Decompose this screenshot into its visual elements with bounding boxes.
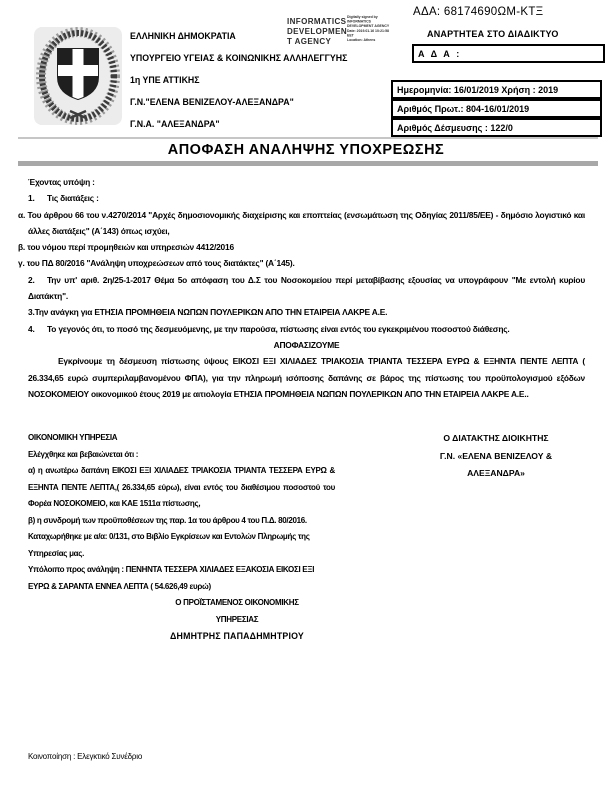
stamp-agency-line: INFORMATICS	[287, 17, 347, 26]
date-value: Ημερομηνία: 16/01/2019 Χρήση : 2019	[397, 84, 559, 95]
protocol-number-box	[391, 99, 602, 118]
list-item-1a: α. Του άρθρου 66 του ν.4270/2014 "Αρχές δημοσιονομικής διαχείρισης και εποπτείας (ενσωμάτωση της Οδηγίας 2011/85/ΕΕ) - δημόσιο λογιστικό και άλλες διατάξεις" (Α΄143) όπως ισχύει,	[18, 209, 585, 236]
list-item-4	[28, 321, 585, 337]
stamp-detail-line: Digitally signed by	[347, 15, 378, 20]
signer-name: ΔΗΜΗΤΡΗΣ ΠΑΠΑΔΗΜΗΤΡΙΟΥ	[170, 631, 304, 641]
authorizing-officer-section	[390, 430, 602, 483]
authorizing-officer-line2: ΑΛΕΞΑΝΔΡΑ»	[467, 468, 525, 478]
list-item-2	[28, 272, 585, 305]
finance-head-title-line2: ΥΠΗΡΕΣΙΑΣ	[215, 614, 259, 624]
remaining-balance: Υπόλοιπο προς ανάληψη : ΠΕΝΗΝΤΑ ΤΕΣΣΕΡΑ ΧΙΛΙΑΔΕΣ ΕΞΑΚΟΣΙΑ ΕΙΚΟΣΙ ΕΞΙ ΕΥΡΩ & ΣΑΡΑΝΤΑ ΕΝΝΕΑ ΛΕΠΤΑ ( 54.626,49 ευρώ)	[28, 565, 315, 591]
decision-heading: ΑΠΟΦΑΣΙΖΟΥΜΕ	[273, 339, 340, 350]
stamp-detail-line: EET	[347, 34, 354, 38]
org-line-ype: 1η ΥΠΕ ΑΤΤΙΚΗΣ	[130, 75, 200, 85]
list-item-1	[28, 190, 585, 206]
preamble-intro: Έχοντας υπόψη :	[28, 177, 95, 187]
list-item-2-number: 2.	[28, 274, 35, 285]
list-item-1c: γ. του ΠΔ 80/2016 "Ανάληψη υποχρεώσεων από τους διατάκτες" (Α΄145).	[18, 258, 295, 269]
list-item-1b: β. του νόμου περί προμηθειών και υπηρεσιών 4412/2016	[18, 242, 234, 253]
list-item-1-text: Τις διατάξεις :	[47, 193, 99, 204]
stamp-detail-line: DEVELOPMENT AGENCY	[347, 24, 390, 29]
title-top-rule	[18, 137, 598, 139]
stamp-agency-line: T AGENCY	[287, 37, 332, 46]
commitment-number-value: Αριθμός Δέσμευσης : 122/0	[397, 122, 513, 133]
ada-field-label: Α Δ Α :	[418, 48, 462, 59]
verification-point-b: β) η συνδρομή των προϋποθέσεων της παρ. 1α του άρθρου 4 του Π.Δ. 80/2016.	[28, 515, 307, 525]
authorizing-officer-heading: Ο ΔΙΑΤΑΚΤΗΣ ΔΙΟΙΚΗΤΗΣ	[443, 433, 549, 443]
date-box	[391, 80, 602, 99]
list-item-1-number: 1.	[28, 193, 35, 204]
org-line-hospital-1: Γ.Ν."ΕΛΕΝΑ ΒΕΝΙΖΕΛΟΥ-ΑΛΕΞΑΝΔΡΑ"	[130, 97, 294, 107]
ada-code: ΑΔΑ: 68174690ΩΜ-ΚΤΞ	[413, 6, 544, 18]
decision-paragraph: Εγκρίνουμε τη δέσμευση πίστωσης ύψους ΕΙΚΟΣΙ ΕΞΙ ΧΙΛΙΑΔΕΣ ΤΡΙΑΚΟΣΙΑ ΤΡΙΑΝΤΑ ΤΕΣΣΕΡΑ ΕΥΡΩ & ΕΞΗΝΤΑ ΠΕΝΤΕ ΛΕΠΤΑ ( 26.334,65 ευρώ συμπεριλαμβανομένου ΦΠΑ), για την πληρωμή ισόποσης δαπάνης σε βάρος της πίστωσης του προϋπολογισμού εξόδων ΝΟΣΟΚΟΜΕΙΟΥ οικονομικού έτους 2019 με αιτιολογία ΕΤΗΣΙΑ ΠΡΟΜΗΘΕΙΑ ΝΩΠΩΝ ΠΟΥΛΕΡΙΚΩΝ ΑΠΟ ΤΗΝ ΕΤΑΙΡΕΙΑ ΛΑΚΡΕ Α.Ε..	[28, 356, 585, 399]
list-item-4-text: Το γεγονός ότι, το ποσό της δεσμευόμενης, με την παρούσα, πίστωσης είναι εντός του εγκεκριμένου ποσοστού διάθεσης.	[47, 323, 510, 334]
verification-point-a: α) η ανωτέρω δαπάνη ΕΙΚΟΣΙ ΕΞΙ ΧΙΛΙΑΔΕΣ ΤΡΙΑΚΟΣΙΑ ΤΡΙΑΝΤΑ ΤΕΣΣΕΡΑ ΕΥΡΩ & ΕΞΗΝΤΑ ΠΕΝΤΕ ΛΕΠΤΑ,( 26.334,65 εύρω), είναι εντός του διαθέσιμου ποσοστού του Φορέα ΝΟΣΟΚΟΜΕΙΟ, και ΚΑΕ 1511α πίστωσης,	[28, 466, 335, 508]
distribution-note: Κοινοποίηση : Ελεγκτικό Συνέδριο	[28, 752, 143, 761]
stamp-detail-line: Location: Athens	[347, 38, 376, 43]
verified-statement: Ελέγχθηκε και βεβαιώνεται ότι :	[28, 449, 139, 459]
list-item-4-number: 4.	[28, 323, 35, 334]
ada-field-box	[412, 44, 605, 63]
org-line-hospital-2: Γ.Ν.Α. "ΑΛΕΞΑΝΔΡΑ"	[130, 119, 220, 129]
registration-note: Καταχωρήθηκε με α/α: 0/131, στο Βιβλίο Εγκρίσεων και Εντολών Πληρωμής της Υπηρεσίας μας.	[28, 532, 310, 558]
protocol-number-value: Αριθμός Πρωτ.: 804-16/01/2019	[397, 103, 530, 114]
anartitea-label: ΑΝΑΡΤΗΤΕΑ ΣΤΟ ΔΙΑΔΙΚΤΥΟ	[427, 29, 559, 39]
stamp-agency-line: DEVELOPMEN	[287, 27, 348, 36]
stamp-detail-line: Date: 2019.01.16 10:21:58	[347, 29, 389, 33]
greek-coat-of-arms-icon	[34, 27, 122, 125]
finance-head-title-line1: Ο ΠΡΟΪΣΤΑΜΕΝΟΣ ΟΙΚΟΝΟΜΙΚΗΣ	[175, 598, 299, 607]
org-line-republic: ΕΛΛΗΝΙΚΗ ΔΗΜΟΚΡΑΤΙΑ	[130, 31, 236, 41]
document-body	[18, 174, 585, 402]
financial-service-section	[28, 430, 448, 645]
org-line-ministry: ΥΠΟΥΡΓΕΙΟ ΥΓΕΙΑΣ & ΚΟΙΝΩΝΙΚΗΣ ΑΛΛΗΛΕΓΓΥΗΣ	[130, 53, 348, 63]
financial-service-heading: ΟΙΚΟΝΟΜΙΚΗ ΥΠΗΡΕΣΙΑ	[28, 433, 118, 442]
authorizing-officer-line1: Γ.Ν. «ΕΛΕΝΑ ΒΕΝΙΖΕΛΟΥ &	[439, 450, 553, 461]
commitment-number-box	[391, 118, 602, 137]
digital-signature-stamp	[287, 17, 347, 47]
list-item-3: 3.Την ανάγκη για ΕΤΗΣΙΑ ΠΡΟΜΗΘΕΙΑ ΝΩΠΩΝ ΠΟΥΛΕΡΙΚΩΝ ΑΠΟ ΤΗΝ ΕΤΑΙΡΕΙΑ ΛΑΚΡΕ Α.Ε.	[28, 307, 388, 318]
title-bottom-rule	[18, 161, 598, 166]
list-item-2-text: Την υπ' αριθ. 2η/25-1-2017 Θέμα 5ο απόφαση του Δ.Σ του Νοσοκομείου περί μεταβίβασης εξουσίας να υπογράφουν "Με εντολή κυρίου Διατάκτη".	[28, 274, 585, 302]
stamp-detail-line: INFORMATICS	[347, 20, 371, 24]
document-title: ΑΠΟΦΑΣΗ ΑΝΑΛΗΨΗΣ ΥΠΟΧΡΕΩΣΗΣ	[167, 142, 445, 158]
